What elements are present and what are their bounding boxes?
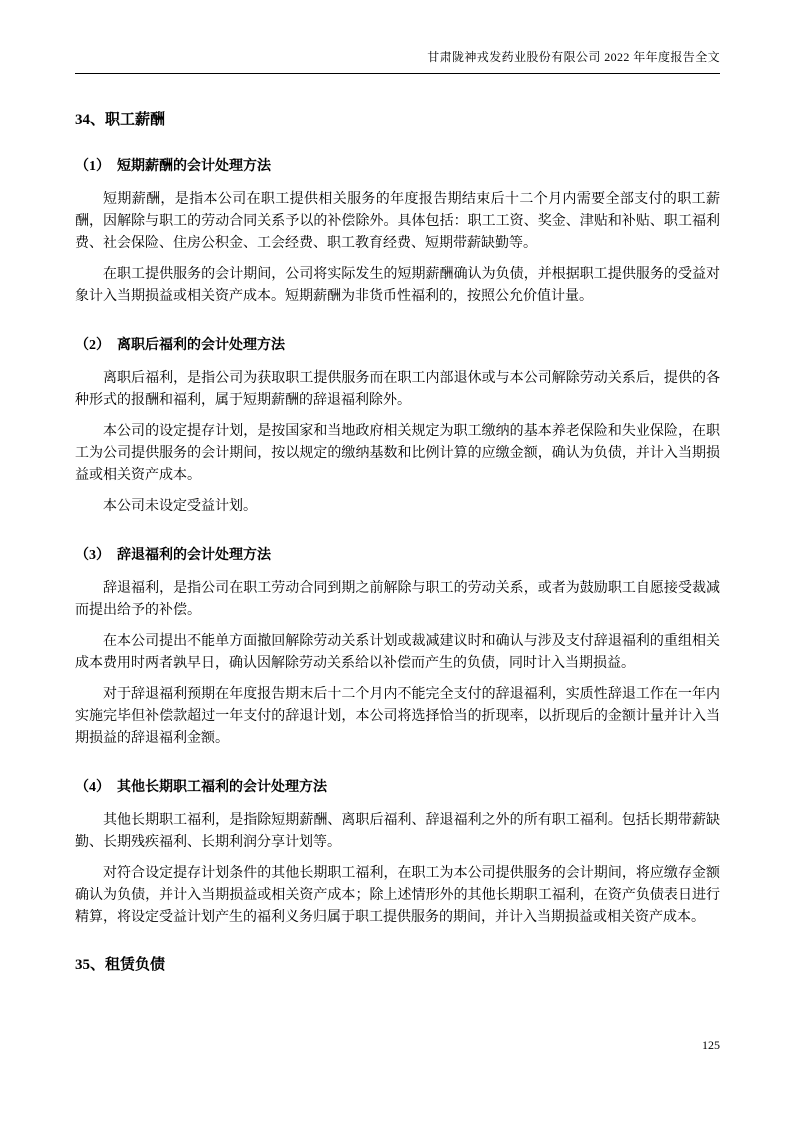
paragraph: 短期薪酬，是指本公司在职工提供相关服务的年度报告期结束后十二个月内需要全部支付的职工薪酬，因解除与职工的劳动合同关系予以的补偿除外。具体包括：职工工资、奖金、津贴和补贴、职工福利费、社会保险、住房公积金、工会经费、职工教育经费、短期带薪缺勤等。 <box>75 192 720 251</box>
section-heading: 34、职工薪酬 <box>75 112 166 128</box>
paragraph: 在本公司提出不能单方面撤回解除劳动关系计划或裁减建议时和确认与涉及支付辞退福利的重组相关成本费用时两者孰早日，确认因解除劳动关系给以补偿而产生的负债，同时计入当期损益。 <box>75 634 720 671</box>
paragraph: 本公司的设定提存计划，是按国家和当地政府相关规定为职工缴纳的基本养老保险和失业保险，在职工为公司提供服务的会计期间，按以规定的缴纳基数和比例计算的应缴金额，确认为负债，并计入当期损益或相关资产成本。 <box>75 424 720 483</box>
paragraph: 本公司未设定受益计划。 <box>103 499 257 514</box>
header-title: 甘肃陇神戎发药业股份有限公司 2022 年年度报告全文 <box>427 50 720 64</box>
paragraph: 对符合设定提存计划条件的其他长期职工福利，在职工为本公司提供服务的会计期间，将应缴存金额确认为负债，并计入当期损益或相关资产成本；除上述情形外的其他长期职工福利，在资产负债表日进行精算，将设定受益计划产生的福利义务归属于职工提供服务的期间，并计入当期损益或相关资产成本。 <box>75 866 720 925</box>
page-header <box>75 48 720 74</box>
document-content <box>75 74 720 974</box>
section-heading: （4） 其他长期职工福利的会计处理方法 <box>75 780 327 795</box>
section-heading: 35、租赁负债 <box>75 957 166 973</box>
paragraph: 对于辞退福利预期在年度报告期末后十二个月内不能完全支付的辞退福利，实质性辞退工作在一年内实施完毕但补偿款超过一年支付的辞退计划，本公司将选择恰当的折现率，以折现后的金额计量并计入当期损益的辞退福利金额。 <box>75 687 720 746</box>
paragraph: 其他长期职工福利，是指除短期薪酬、离职后福利、辞退福利之外的所有职工福利。包括长期带薪缺勤、长期残疾福利、长期利润分享计划等。 <box>75 813 720 850</box>
paragraph: 在职工提供服务的会计期间，公司将实际发生的短期薪酬确认为负债，并根据职工提供服务的受益对象计入当期损益或相关资产成本。短期薪酬为非货币性福利的，按照公允价值计量。 <box>75 267 720 304</box>
paragraph: 离职后福利，是指公司为获取职工提供服务而在职工内部退休或与本公司解除劳动关系后，提供的各种形式的报酬和福利，属于短期薪酬的辞退福利除外。 <box>75 371 720 408</box>
page-number: 125 <box>702 1038 720 1052</box>
paragraph: 辞退福利，是指公司在职工劳动合同到期之前解除与职工的劳动关系，或者为鼓励职工自愿接受裁减而提出给予的补偿。 <box>75 581 720 618</box>
section-heading: （1） 短期薪酬的会计处理方法 <box>75 159 271 174</box>
section-heading: （2） 离职后福利的会计处理方法 <box>75 338 285 353</box>
section-heading: （3） 辞退福利的会计处理方法 <box>75 548 271 563</box>
